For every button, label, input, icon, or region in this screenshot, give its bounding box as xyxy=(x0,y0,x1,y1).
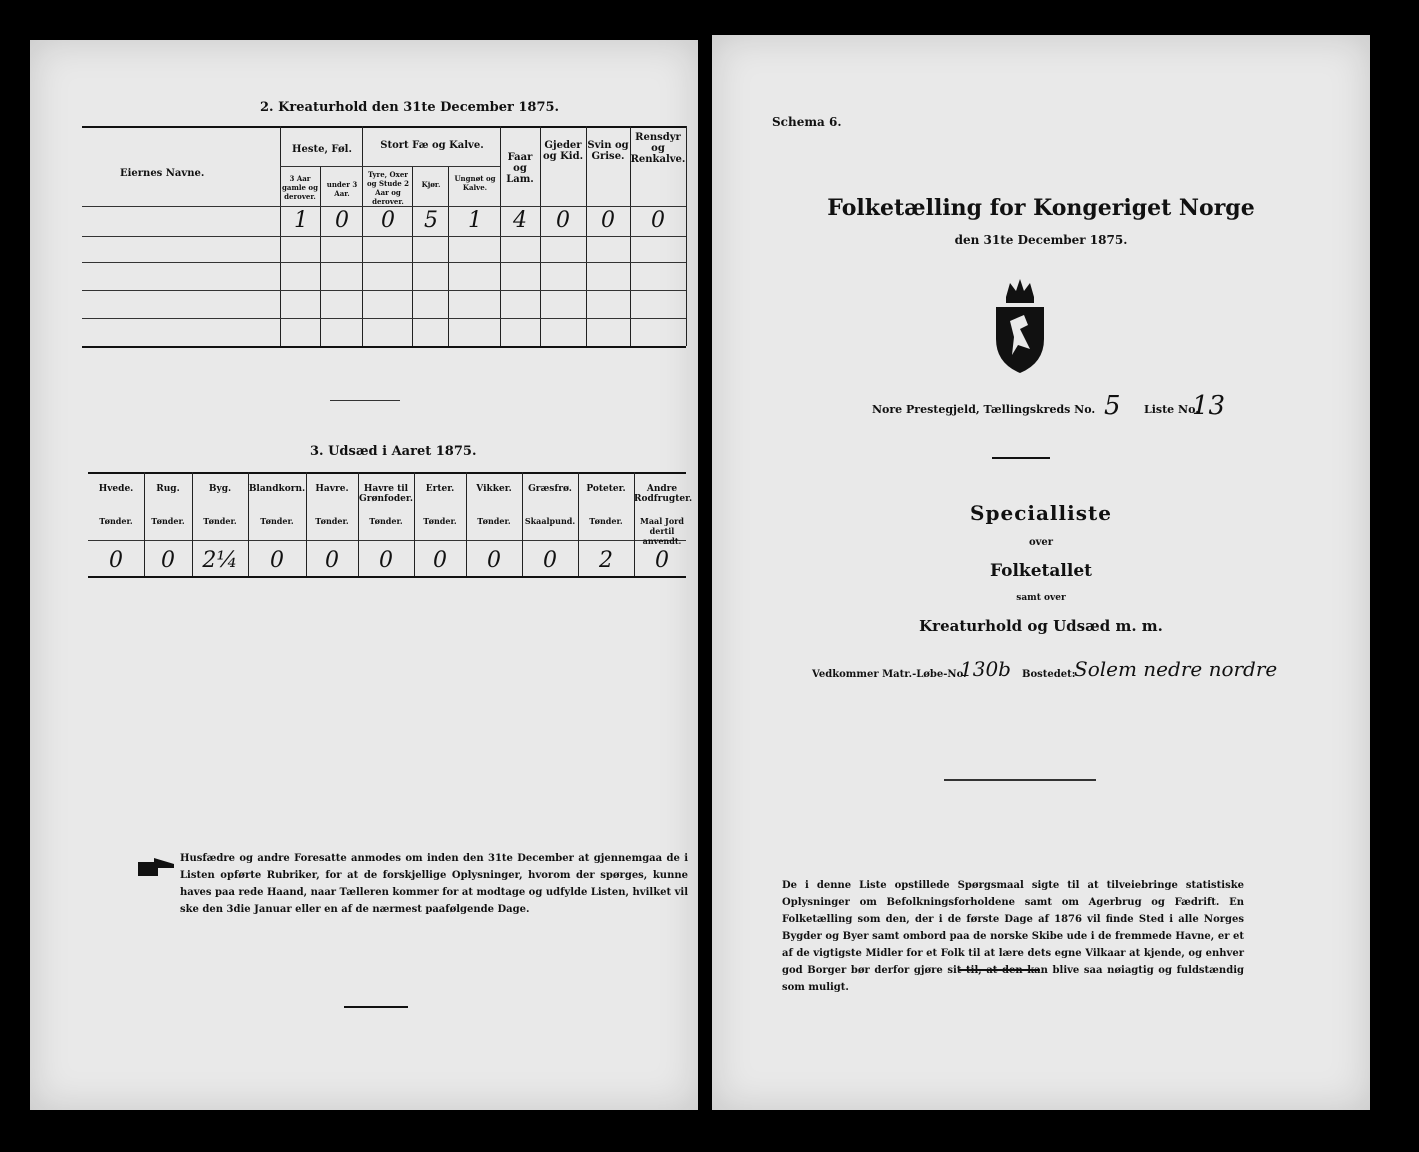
bostedet-value: Solem nedre nordre xyxy=(1074,657,1278,681)
value-goats: 0 xyxy=(556,208,570,233)
seed-header: Hvede. xyxy=(98,484,134,494)
seed-value: 0 xyxy=(161,548,175,573)
schema-label: Schema 6. xyxy=(772,115,842,129)
value-horses-young: 0 xyxy=(335,208,349,233)
value-pigs: 0 xyxy=(601,208,615,233)
seed-header: Vikker. xyxy=(476,484,512,494)
horse-sub-2: under 3 Aar. xyxy=(326,180,358,198)
seed-value: 2¼ xyxy=(202,548,238,573)
value-horses-adult: 1 xyxy=(294,208,308,233)
seed-value: 0 xyxy=(487,548,501,573)
value-bulls: 0 xyxy=(381,208,395,233)
matr-label: Vedkommer Matr.-Løbe-No. xyxy=(812,669,967,680)
seed-value: 0 xyxy=(379,548,393,573)
specialliste-heading: Specialliste xyxy=(970,501,1112,525)
prestegjeld-label: Nore Prestegjeld, Tællingskreds No. xyxy=(872,403,1096,416)
pigs-header: Svin og Grise. xyxy=(587,140,629,162)
seed-header: Andre Rodfrugter. xyxy=(634,484,693,504)
seed-unit: Skaalpund. xyxy=(524,516,576,526)
seed-value: 0 xyxy=(109,548,123,573)
seed-header: Havre. xyxy=(315,484,349,494)
seed-header: Havre til Grønfoder. xyxy=(359,484,413,504)
matr-number: 130b xyxy=(960,657,1011,681)
cattle-group-header: Stort Fæ og Kalve. xyxy=(380,140,484,151)
seed-header: Byg. xyxy=(208,484,232,494)
seed-header: Rug. xyxy=(156,484,180,494)
seed-unit: Tønder. xyxy=(260,516,294,526)
seed-unit: Tønder. xyxy=(203,516,237,526)
seed-unit: Tønder. xyxy=(315,516,349,526)
seed-value: 0 xyxy=(433,548,447,573)
cattle-sub-1: Tyre, Oxer og Stude 2 Aar og derover. xyxy=(366,170,410,206)
value-cows: 5 xyxy=(424,208,438,233)
seed-value: 0 xyxy=(543,548,557,573)
section3-title: 3. Udsæd i Aaret 1875. xyxy=(310,444,477,459)
seed-unit: Maal Jord dertil anvendt. xyxy=(640,516,684,546)
kreaturhold-label: Kreaturhold og Udsæd m. m. xyxy=(919,617,1163,635)
seed-unit: Tønder. xyxy=(99,516,133,526)
value-reindeer: 0 xyxy=(651,208,665,233)
seed-header: Græsfrø. xyxy=(528,484,572,494)
folketallet-label: Folketallet xyxy=(990,561,1092,581)
owner-column-header: Eiernes Navne. xyxy=(120,168,205,179)
coat-of-arms-icon xyxy=(990,275,1050,375)
section2-title: 2. Kreaturhold den 31te December 1875. xyxy=(260,100,560,115)
pointing-hand-icon xyxy=(136,856,176,884)
seed-value: 0 xyxy=(655,548,669,573)
right-page xyxy=(712,35,1370,1110)
left-notice: Husfædre og andre Foresatte anmodes om inden den 31te December at gjennemgaa de i Listen opførte Rubriker, for at de forskjellige Oplysninger, hvorom der spørges, kunne haves paa rede Haand, naar Tælleren kommer for at modtage og udfylde Listen, hvilket vil ske den 3die Januar eller en af de nærmest paafølgende Dage. xyxy=(180,853,688,915)
footer-notice: De i denne Liste opstillede Spørgsmaal sigte til at tilveiebringe statistiske Oplysninger om Befolkningsforholdene samt om Agerbrug og Fædrift. En Folketælling som den, der i de første Dage af 1876 vil finde Sted i alle Norges Bygder og Byer samt ombord paa de norske Skibe ude i de fremmede Havne, er et af de vigtigste Midler for et Folk til at lære dets egne Vilkaar at kjende, og enhver god Borger bør derfor gjøre sit til, at den kan blive saa nøiagtig og fuldstændig som muligt. xyxy=(782,880,1244,993)
census-date: den 31te December 1875. xyxy=(954,233,1128,247)
liste-number: 13 xyxy=(1192,391,1226,421)
sheep-header: Faar og Lam. xyxy=(506,152,534,185)
seed-header: Erter. xyxy=(425,484,455,494)
cattle-sub-2: Kjør. xyxy=(421,180,441,189)
seed-header: Poteter. xyxy=(586,484,626,494)
seed-value: 0 xyxy=(270,548,284,573)
horses-group-header: Heste, Føl. xyxy=(292,144,352,155)
kreds-number: 5 xyxy=(1104,391,1121,421)
liste-label: Liste No. xyxy=(1144,403,1200,416)
seed-header: Blandkorn. xyxy=(248,484,306,494)
goats-header: Gjeder og Kid. xyxy=(542,140,584,162)
value-calves: 1 xyxy=(468,208,482,233)
left-page xyxy=(30,40,698,1110)
bostedet-label: Bostedet: xyxy=(1022,669,1076,680)
seed-unit: Tønder. xyxy=(589,516,623,526)
seed-unit: Tønder. xyxy=(369,516,403,526)
reindeer-header: Rensdyr og Renkalve. xyxy=(630,132,686,165)
seed-value: 0 xyxy=(325,548,339,573)
samt-over-label: samt over xyxy=(1016,593,1066,603)
value-sheep: 4 xyxy=(513,208,527,233)
horse-sub-1: 3 Aar gamle og derover. xyxy=(282,174,318,201)
cattle-sub-3: Ungnøt og Kalve. xyxy=(454,174,496,192)
main-title: Folketælling for Kongeriget Norge xyxy=(827,195,1255,221)
over-label-1: over xyxy=(1028,537,1054,548)
seed-value: 2 xyxy=(599,548,613,573)
seed-unit: Tønder. xyxy=(151,516,185,526)
seed-unit: Tønder. xyxy=(477,516,511,526)
seed-unit: Tønder. xyxy=(423,516,457,526)
